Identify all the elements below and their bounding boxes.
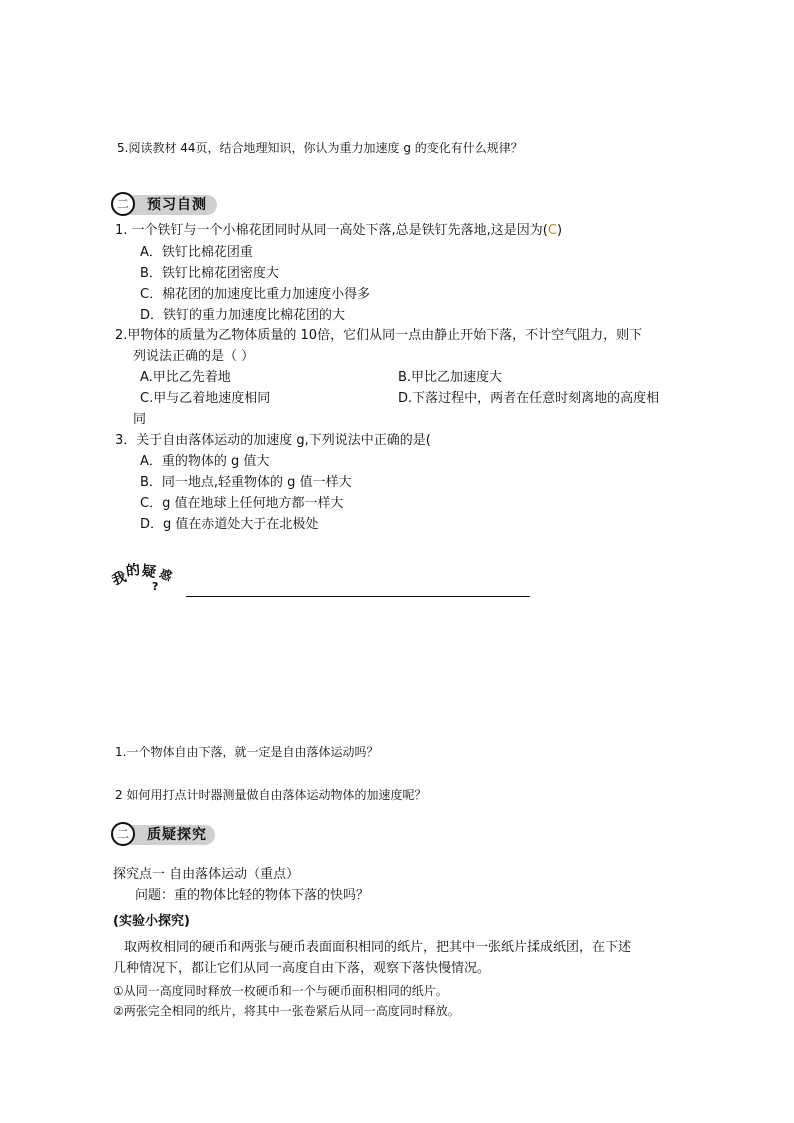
section-badge-inquiry bbox=[111, 822, 215, 848]
question-1-stem: 1. 一个铁钉与一个小棉花团同时从同一高处下落,总是铁钉先落地,这是因为(C) bbox=[115, 223, 563, 238]
doubt-question-1: 1.一个物体自由下落，就一定是自由落体运动吗？ bbox=[115, 745, 379, 759]
experiment-item-1: ①从同一高度同时释放一枚硬币和一个与硬币面积相同的纸片。 bbox=[113, 984, 448, 998]
doubt-question-2: 2 如何用打点计时器测量做自由落体运动物体的加速度呢？ bbox=[115, 788, 427, 802]
doubt-answer-line bbox=[186, 596, 530, 597]
question-2-option-a: A.甲比乙先着地 bbox=[140, 370, 231, 385]
question-2-stem-line1: 2.甲物体的质量为乙物体质量的 10倍，它们从同一点由静止开始下落，不计空气阻力，则下 bbox=[115, 328, 643, 343]
question-2-stem-line2: 列说法正确的是（ ） bbox=[133, 349, 255, 364]
question-3-option-c: C．g 值在地球上任何地方都一样大 bbox=[140, 496, 344, 511]
experiment-paragraph-line1: 取两枚相同的硬币和两张与硬币表面面积相同的纸片，把其中一张纸片揉成纸团，在下述 bbox=[124, 940, 632, 955]
question-1-option-c: C．棉花团的加速度比重力加速度小得多 bbox=[140, 287, 371, 302]
inquiry-point: 探究点一 自由落体运动（重点） bbox=[113, 867, 300, 882]
section-title: 预习自测 bbox=[147, 197, 207, 213]
question-1-option-b: B．铁钉比棉花团密度大 bbox=[140, 266, 279, 281]
question-3-option-b: B．同一地点,轻重物体的 g 值一样大 bbox=[140, 475, 352, 490]
question-5: 5.阅读教材 44页，结合地理知识，你认为重力加速度 g 的变化有什么规律？ bbox=[117, 141, 523, 155]
experiment-paragraph-line2: 几种情况下，都让它们从同一高度自由下落，观察下落快慢情况。 bbox=[113, 961, 491, 976]
question-1-option-d: D．铁钉的重力加速度比棉花团的大 bbox=[140, 308, 346, 323]
question-2-option-b: B.甲比乙加速度大 bbox=[398, 370, 503, 385]
section-badge-preview bbox=[111, 192, 217, 218]
question-2-option-d: D.下落过程中，两者在任意时刻离地的高度相 bbox=[398, 391, 660, 406]
section-number: 二 bbox=[111, 192, 135, 216]
inquiry-question: 问题：重的物体比轻的物体下落的快吗？ bbox=[135, 888, 370, 903]
experiment-title: (实验小探究) bbox=[113, 914, 190, 929]
question-1-option-a: A．铁钉比棉花团重 bbox=[140, 245, 253, 260]
question-1-answer: C bbox=[547, 223, 557, 238]
section-title: 质疑探究 bbox=[147, 827, 207, 843]
experiment-item-2: ②两张完全相同的纸片，将其中一张卷紧后从同一高度同时释放。 bbox=[113, 1004, 460, 1018]
question-3-option-d: D．g 值在赤道处大于在北极处 bbox=[140, 517, 319, 532]
question-2-option-c: C.甲与乙着地速度相同 bbox=[140, 391, 271, 406]
question-2-option-d-cont: 同 bbox=[133, 412, 147, 427]
question-3-option-a: A．重的物体的 g 值大 bbox=[140, 454, 270, 469]
question-3-stem: 3．关于自由落体运动的加速度 g,下列说法中正确的是( bbox=[115, 433, 431, 448]
section-number: 二 bbox=[111, 822, 135, 846]
